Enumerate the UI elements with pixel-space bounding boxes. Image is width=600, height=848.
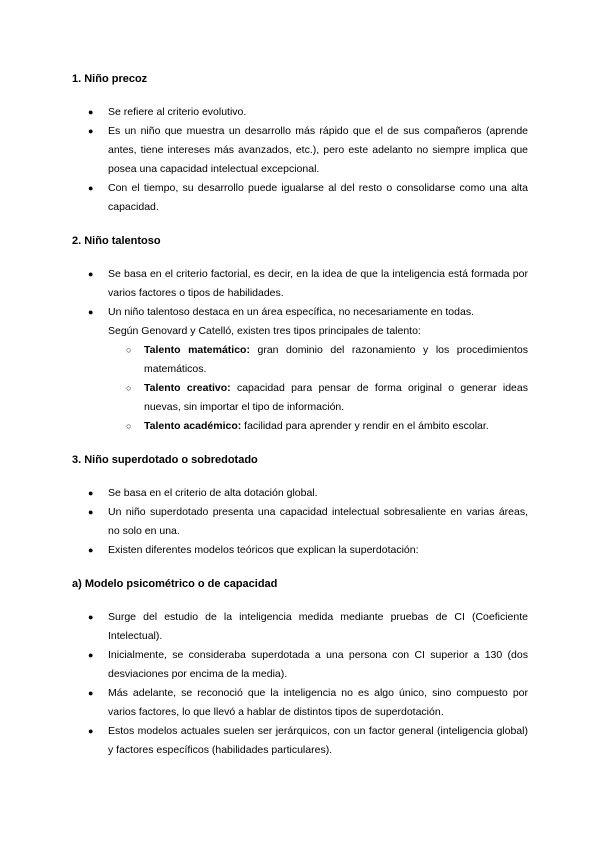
list-item: ● Existen diferentes modelos teóricos que explican la superdotación: bbox=[72, 541, 528, 560]
bullet-icon: ● bbox=[88, 545, 94, 555]
bullet-icon: ● bbox=[88, 488, 94, 498]
section-nino-superdotado bbox=[72, 452, 528, 560]
talent-term: Talento académico: bbox=[144, 420, 242, 432]
bullet-icon: ● bbox=[88, 183, 94, 193]
bullet-icon: ● bbox=[88, 507, 94, 517]
talent-term: Talento matemático: bbox=[144, 344, 250, 356]
bullet-list bbox=[72, 608, 528, 760]
document-content bbox=[72, 64, 528, 760]
list-item: ● Inicialmente, se consideraba superdotada a una persona con CI superior a 130 (dos desviaciones por encima de la media). bbox=[72, 646, 528, 684]
section-nino-talentoso bbox=[72, 233, 528, 436]
bullet-icon: ● bbox=[88, 726, 94, 736]
section-title: 2. Niño talentoso bbox=[72, 235, 161, 247]
list-item: ● Se refiere al criterio evolutivo. bbox=[72, 103, 528, 122]
bullet-list bbox=[72, 484, 528, 560]
sub-list-item: ○ Talento académico: facilidad para aprender y rendir en el ámbito escolar. bbox=[72, 417, 528, 436]
section-title: 1. Niño precoz bbox=[72, 73, 148, 85]
bullet-icon: ● bbox=[88, 126, 94, 136]
sub-list-item: ○ Talento creativo: capacidad para pensar de forma original o generar ideas nuevas, sin importar el tipo de información. bbox=[72, 379, 528, 417]
section-title: a) Modelo psicométrico o de capacidad bbox=[72, 578, 278, 590]
list-item: ● Con el tiempo, su desarrollo puede igualarse al del resto o consolidarse como una alta capacidad. bbox=[72, 179, 528, 217]
list-item: ● Un niño talentoso destaca en un área específica, no necesariamente en todas. bbox=[72, 303, 528, 322]
bullet-icon: ● bbox=[88, 612, 94, 622]
circle-bullet-icon: ○ bbox=[126, 383, 132, 393]
bullet-icon: ● bbox=[88, 107, 94, 117]
list-item: ● Surge del estudio de la inteligencia medida mediante pruebas de CI (Coeficiente Intelectual). bbox=[72, 608, 528, 646]
bullet-list bbox=[72, 265, 528, 322]
bullet-icon: ● bbox=[88, 269, 94, 279]
bullet-icon: ● bbox=[88, 688, 94, 698]
circle-bullet-icon: ○ bbox=[126, 421, 132, 431]
talent-intro: Según Genovard y Catelló, existen tres tipos principales de talento: bbox=[108, 325, 421, 337]
section-nino-precoz bbox=[72, 71, 528, 217]
list-item: ● Un niño superdotado presenta una capacidad intelectual sobresaliente en varias áreas, no solo en una. bbox=[72, 503, 528, 541]
list-item: ● Es un niño que muestra un desarrollo más rápido que el de sus compañeros (aprende antes, tiene intereses más avanzados, etc.), pero este adelanto no siempre implica que posea una capacidad intelectual excepcional. bbox=[72, 122, 528, 179]
sub-bullet-list bbox=[72, 341, 528, 436]
list-item: ● Se basa en el criterio de alta dotación global. bbox=[72, 484, 528, 503]
list-item: ● Más adelante, se reconoció que la inteligencia no es algo único, sino compuesto por varios factores, lo que llevó a hablar de distintos tipos de superdotación. bbox=[72, 684, 528, 722]
section-modelo-psicometrico bbox=[72, 576, 528, 760]
sub-list-item: ○ Talento matemático: gran dominio del razonamiento y los procedimientos matemáticos. bbox=[72, 341, 528, 379]
list-item: ● Se basa en el criterio factorial, es decir, en la idea de que la inteligencia está formada por varios factores o tipos de habilidades. bbox=[72, 265, 528, 303]
bullet-icon: ● bbox=[88, 650, 94, 660]
bullet-icon: ● bbox=[88, 307, 94, 317]
list-item: ● Estos modelos actuales suelen ser jerárquicos, con un factor general (inteligencia global) y factores específicos (habilidades particulares). bbox=[72, 722, 528, 760]
section-title: 3. Niño superdotado o sobredotado bbox=[72, 454, 258, 466]
circle-bullet-icon: ○ bbox=[126, 345, 132, 355]
talent-term: Talento creativo: bbox=[144, 382, 231, 394]
bullet-list bbox=[72, 103, 528, 217]
